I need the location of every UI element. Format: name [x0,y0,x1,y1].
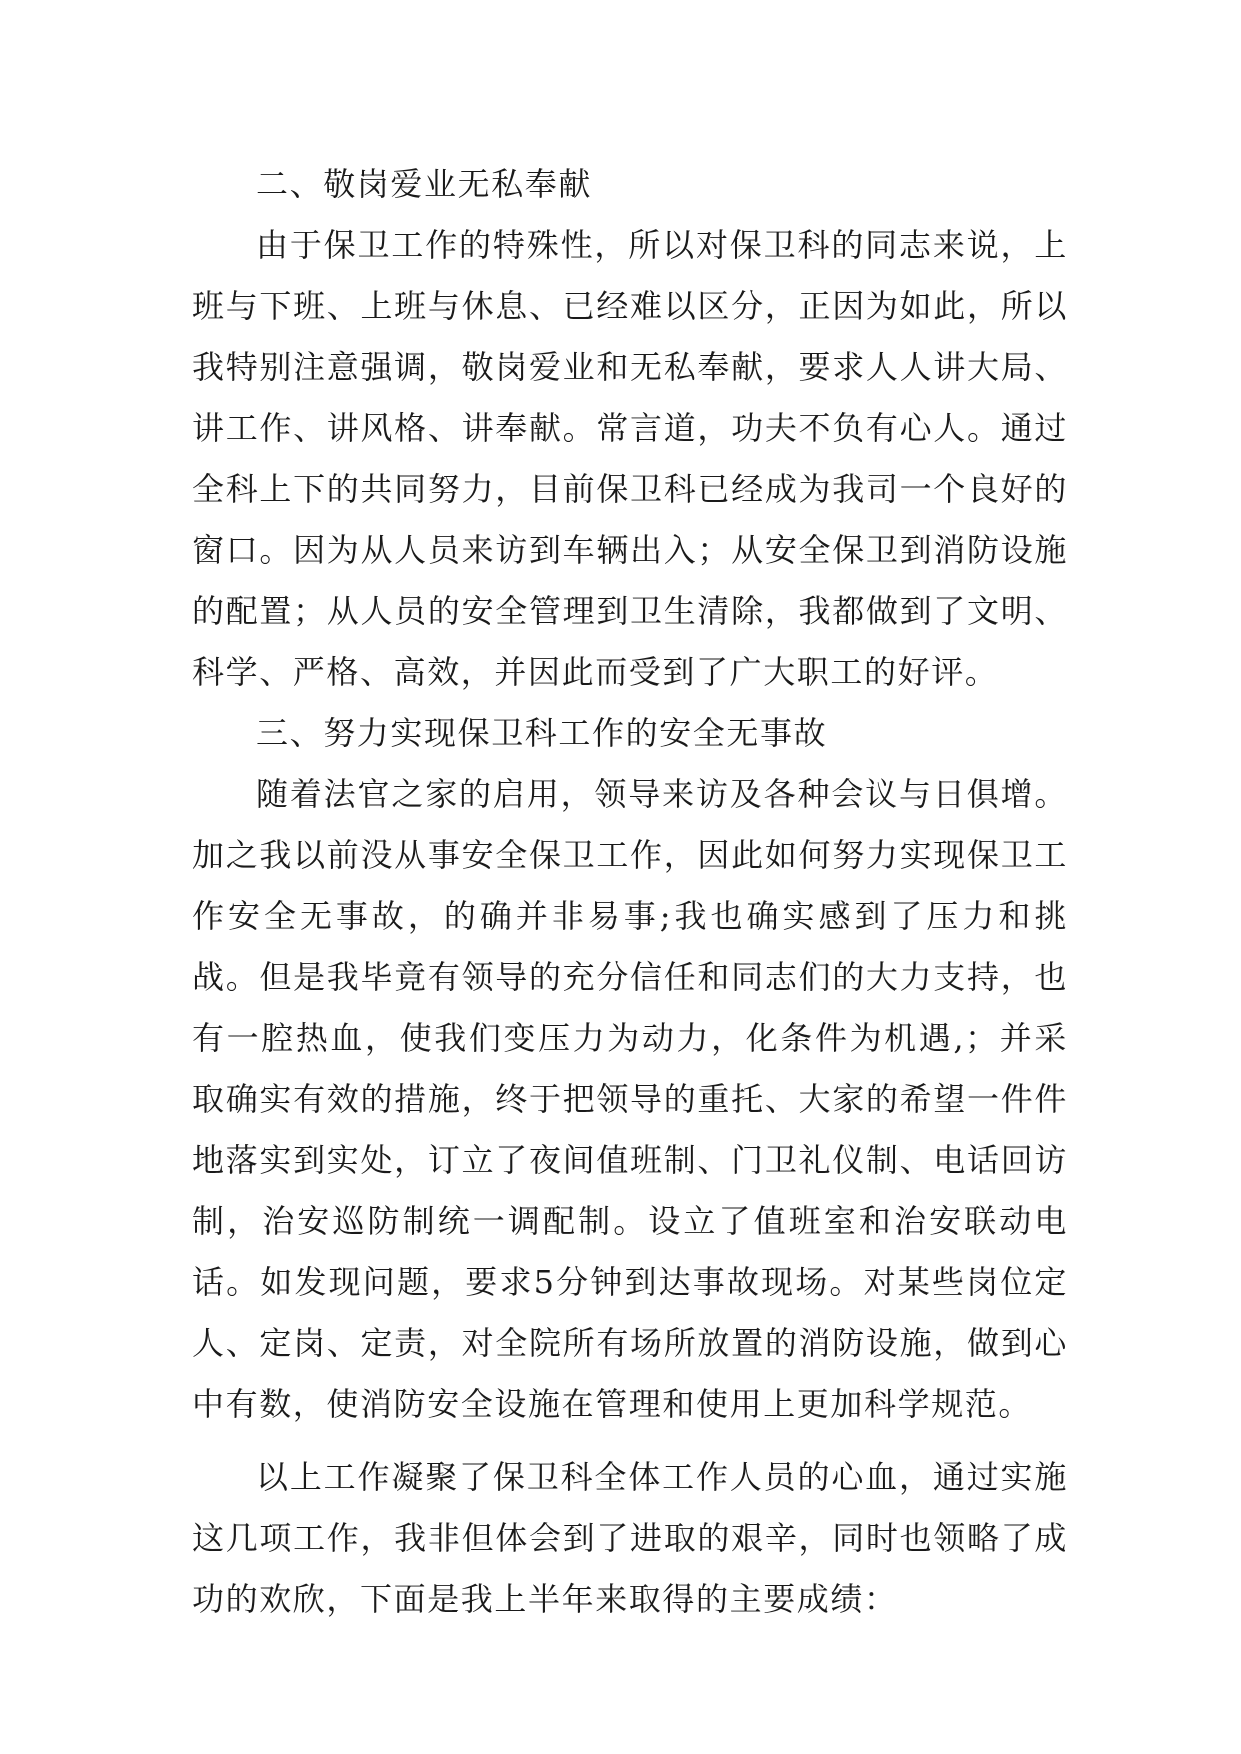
body-paragraph: 以上工作凝聚了保卫科全体工作人员的心血，通过实施这几项工作，我非但体会到了进取的艰辛，同时也领略了成功的欢欣，下面是我上半年来取得的主要成绩： [192,1458,1068,1618]
document-body [192,154,1068,1630]
section-heading-3: 三、努力实现保卫科工作的安全无事故 [256,714,828,752]
body-paragraph: 随着法官之家的启用，领导来访及各种会议与日俱增。加之我以前没从事安全保卫工作，因此如何努力实现保卫工作安全无事故，的确并非易事;我也确实感到了压力和挑战。但是我毕竟有领导的充分信任和同志们的大力支持，也有一腔热血，使我们变压力为动力，化条件为机遇,；并采取确实有效的措施，终于把领导的重托、大家的希望一件件地落实到实处，订立了夜间值班制、门卫礼仪制、电话回访制，治安巡防制统一调配制。设立了值班室和治安联动电话。如发现问题，要求5分钟到达事故现场。对某些岗位定人、定岗、定责，对全院所有场所放置的消防设施，做到心中有数，使消防安全设施在管理和使用上更加科学规范。 [192,775,1068,1423]
body-paragraph: 由于保卫工作的特殊性，所以对保卫科的同志来说，上班与下班、上班与休息、已经难以区分，正因为如此，所以我特别注意强调，敬岗爱业和无私奉献，要求人人讲大局、讲工作、讲风格、讲奉献。常言道，功夫不负有心人。通过全科上下的共同努力，目前保卫科已经成为我司一个良好的窗口。因为从人员来访到车辆出入；从安全保卫到消防设施的配置；从人员的安全管理到卫生清除，我都做到了文明、科学、严格、高效，并因此而受到了广大职工的好评。 [192,226,1068,691]
section-heading-2: 二、敬岗爱业无私奉献 [256,165,593,203]
